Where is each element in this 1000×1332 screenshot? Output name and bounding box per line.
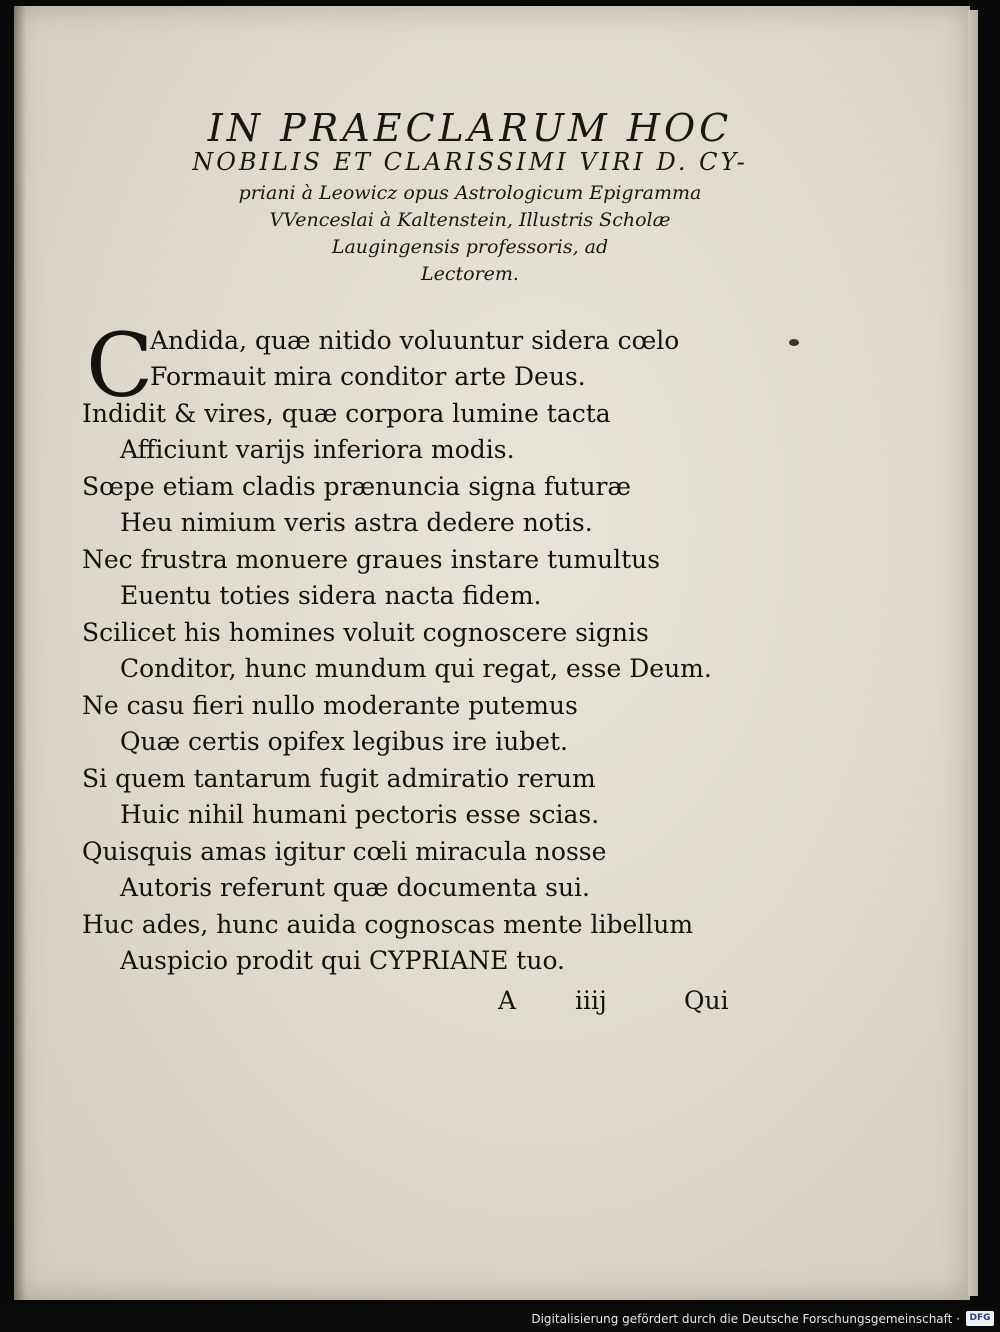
book-page bbox=[14, 6, 970, 1300]
heading-line-3: priani à Leowicz opus Astrologicum Epigramma bbox=[238, 182, 702, 204]
poem-line-7: Nec frustra monuere graues instare tumultus bbox=[82, 545, 661, 574]
heading-line-4: VVenceslai à Kaltenstein, Illustris Scholæ bbox=[269, 209, 671, 231]
poem-line-5: Sœpe etiam cladis prænuncia signa futuræ bbox=[82, 472, 631, 501]
heading-line-6: Lectorem. bbox=[421, 263, 519, 285]
heading-line-5: Laugingensis professoris, ad bbox=[331, 236, 609, 258]
poem-line-6: Heu nimium veris astra dedere notis. bbox=[120, 508, 593, 537]
poem-line-3: Indidit & vires, quæ corpora lumine tacta bbox=[82, 399, 611, 428]
poem-line-9: Scilicet his homines voluit cognoscere signis bbox=[82, 618, 649, 647]
signature-mark: A bbox=[498, 986, 517, 1015]
footer-bar bbox=[0, 1306, 1000, 1332]
heading-line-2: NOBILIS ET CLARISSIMI VIRI D. CY- bbox=[192, 148, 748, 176]
funding-credit: Digitalisierung gefördert durch die Deutsche Forschungsgemeinschaft · bbox=[531, 1312, 960, 1326]
poem-line-2: Formauit mira conditor arte Deus. bbox=[150, 362, 586, 391]
poem-line-16: Autoris referunt quæ documenta sui. bbox=[120, 873, 590, 902]
drop-cap: C bbox=[86, 314, 154, 417]
poem-line-13: Si quem tantarum fugit admiratio rerum bbox=[82, 764, 596, 793]
poem-line-18: Auspicio prodit qui CYPRIANE tuo. bbox=[120, 946, 566, 975]
poem-line-14: Huic nihil humani pectoris esse scias. bbox=[120, 800, 600, 829]
signature-number: iiij bbox=[575, 986, 607, 1015]
poem-line-1: Andida, quæ nitido voluuntur sidera cœlo bbox=[150, 326, 680, 355]
page-edge bbox=[968, 10, 978, 1296]
poem-line-8: Euentu toties sidera nacta fidem. bbox=[120, 581, 542, 610]
heading-line-1: IN PRAECLARUM HOC bbox=[207, 106, 733, 150]
dfg-logo: DFG bbox=[966, 1311, 994, 1326]
poem-line-17: Huc ades, hunc auida cognoscas mente libellum bbox=[82, 910, 694, 939]
poem-line-12: Quæ certis opifex legibus ire iubet. bbox=[120, 727, 568, 756]
poem-line-11: Ne casu fieri nullo moderante putemus bbox=[82, 691, 578, 720]
poem-line-4: Afficiunt varijs inferiora modis. bbox=[120, 435, 515, 464]
poem-line-15: Quisquis amas igitur cœli miracula nosse bbox=[82, 837, 607, 866]
poem-line-10: Conditor, hunc mundum qui regat, esse Deum. bbox=[120, 654, 712, 683]
catchword: Qui bbox=[684, 986, 729, 1015]
ink-spot bbox=[789, 339, 799, 346]
